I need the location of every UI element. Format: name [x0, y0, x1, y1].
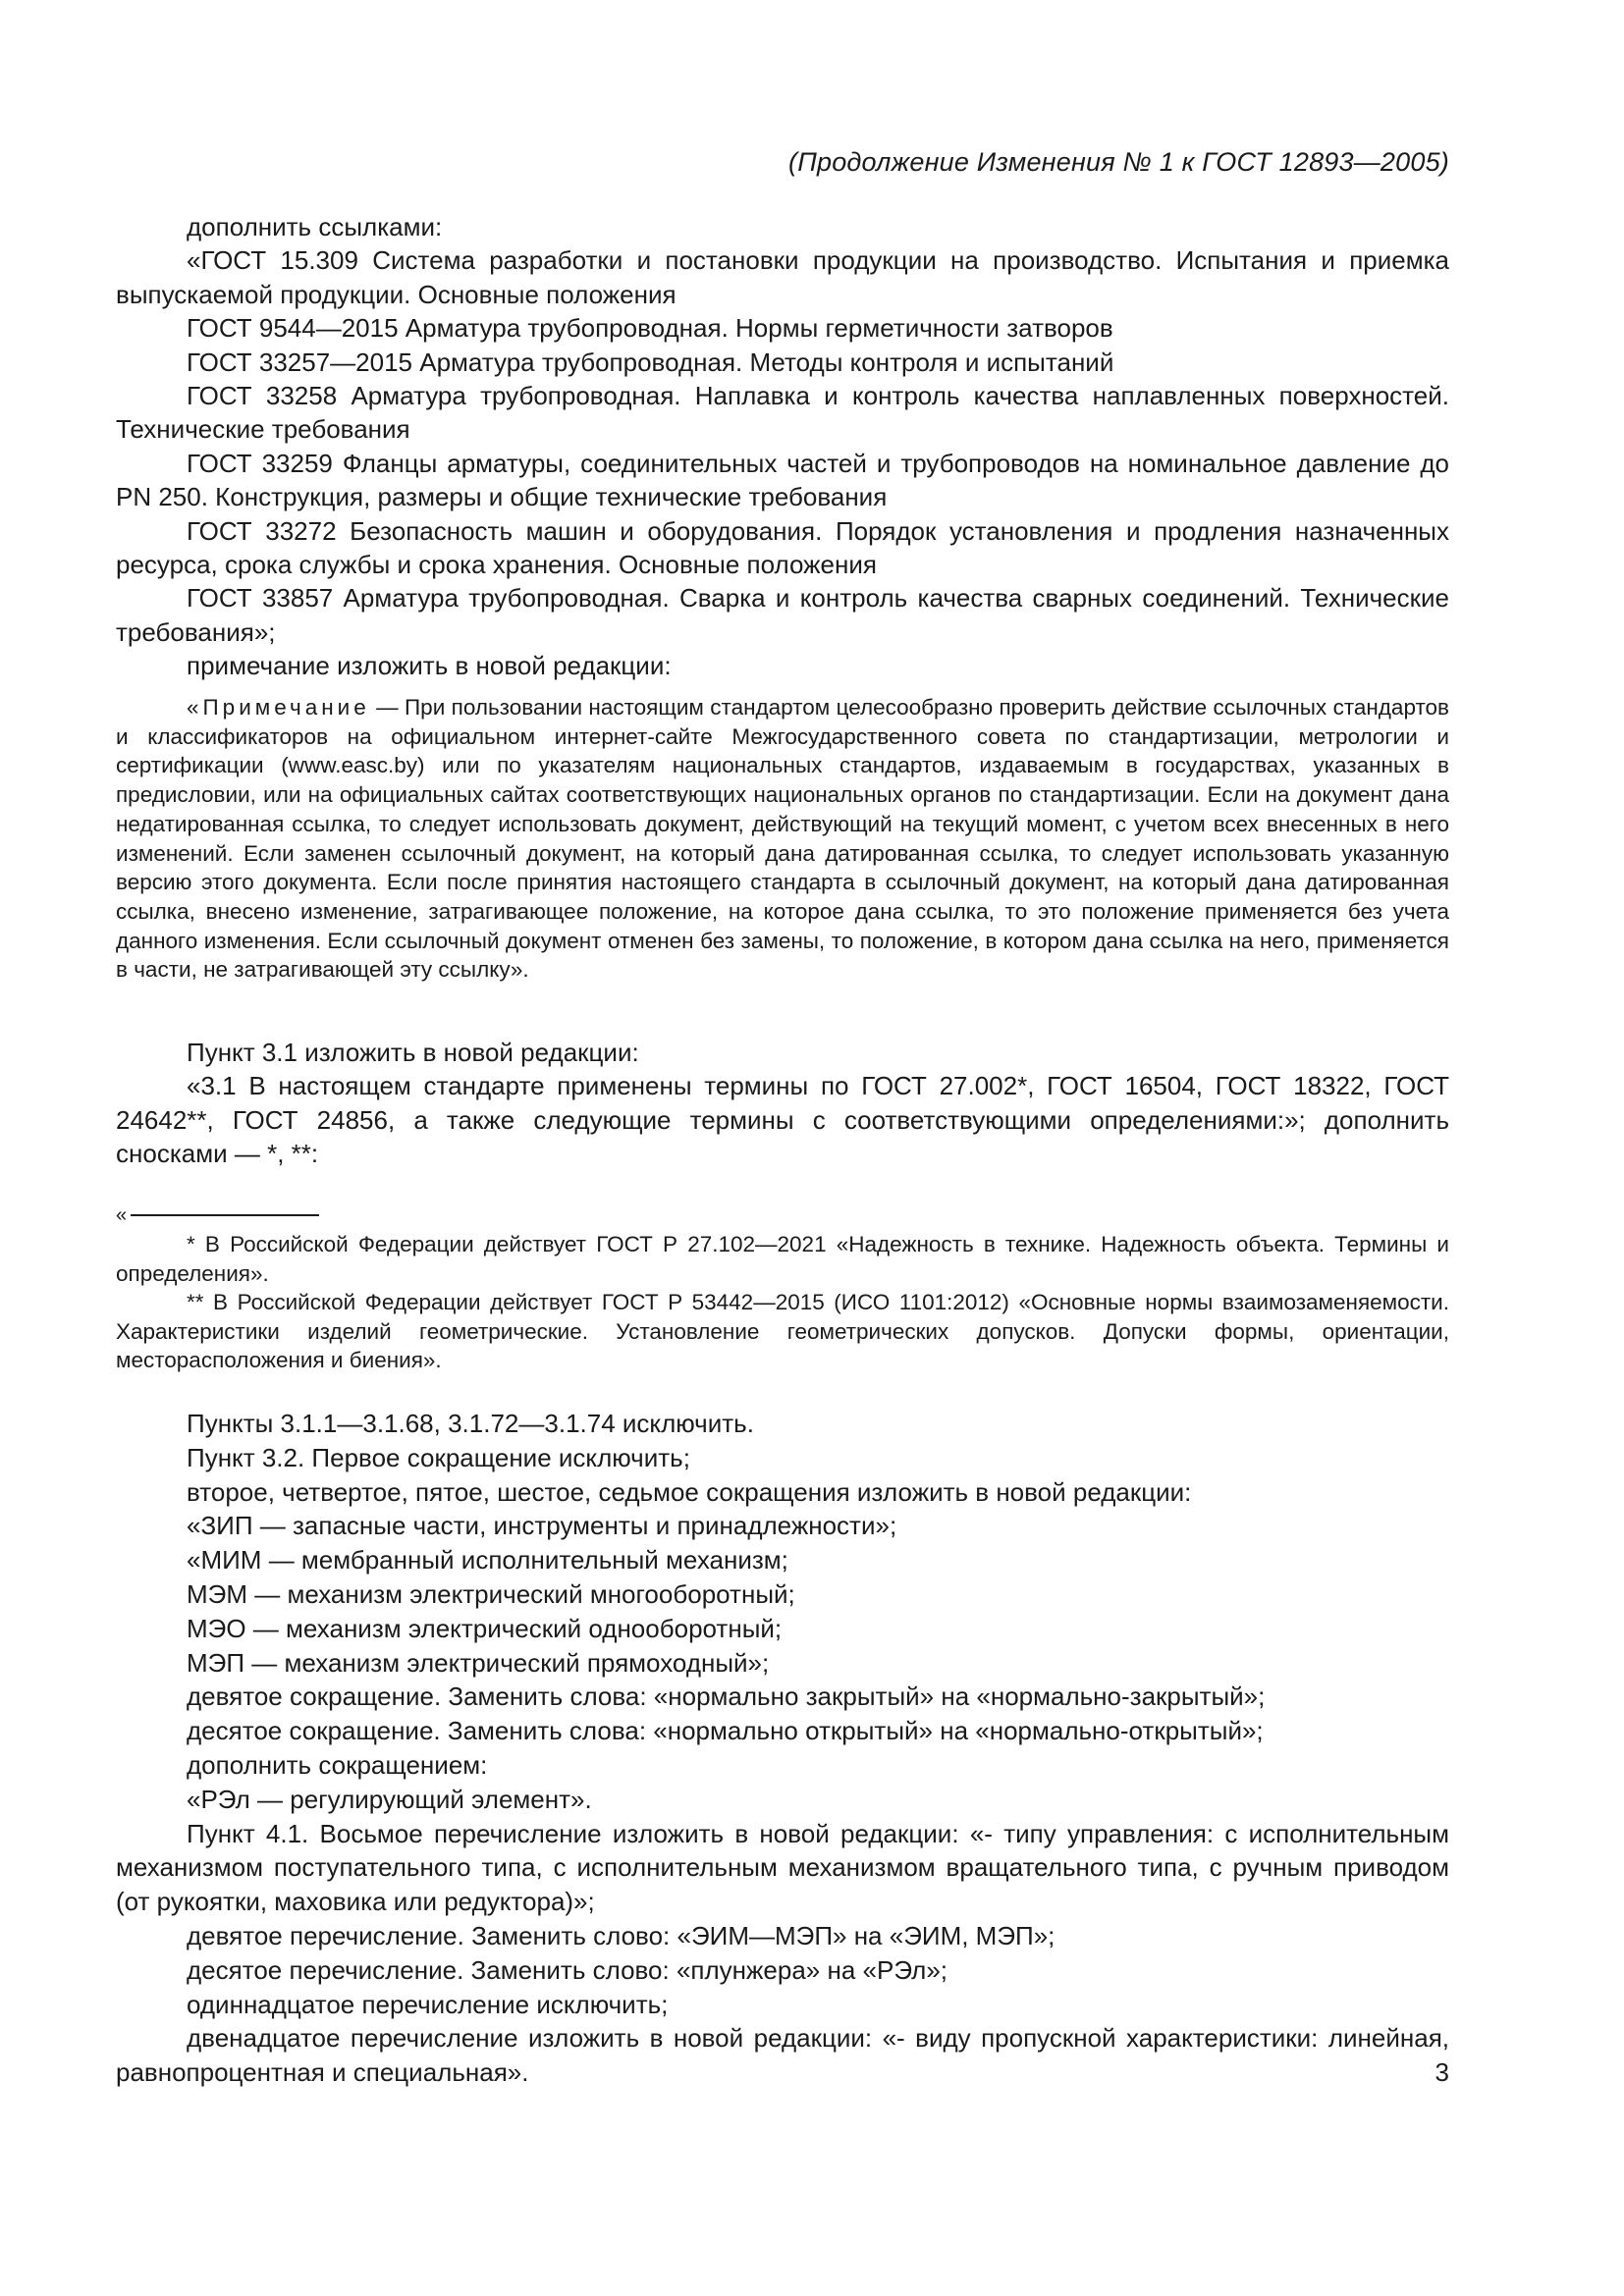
paragraph: двенадцатое перечисление изложить в новой редакции: «- виду пропускной характеристики: линейная, равнопроцентная и специальная». — [116, 2023, 1449, 2088]
paragraph: десятое перечисление. Заменить слово: «плунжера» на «РЭл»; — [187, 1954, 948, 1985]
paragraph: МЭП — механизм электрический прямоходный»; — [187, 1647, 770, 1678]
paragraph: ГОСТ 33857 Арматура трубопроводная. Сварка и контроль качества сварных соединений. Технические требования»; — [116, 583, 1449, 647]
paragraph: ГОСТ 33272 Безопасность машин и оборудования. Порядок установления и продления назначенных ресурса, срока службы и срока хранения. Основные положения — [116, 515, 1449, 580]
footnote: ** В Российской Федерации действует ГОСТ Р 53442—2015 (ИСО 1101:2012) «Основные нормы взаимозаменяемости. Характеристики изделий геометрические. Установление геометрических допусков. Допуски формы, ориентации, месторасположения и биения». — [116, 1290, 1449, 1373]
paragraph: «3.1 В настоящем стандарте применены термины по ГОСТ 27.002*, ГОСТ 16504, ГОСТ 18322, ГОСТ 24642**, ГОСТ 24856, а также следующие термины с соответствующими определениями:»; дополнить сносками — *, **: — [116, 1071, 1449, 1169]
paragraph: МЭО — механизм электрический однооборотный; — [187, 1613, 783, 1643]
note-label: «Примечание — [187, 695, 370, 720]
paragraph: ГОСТ 33258 Арматура трубопроводная. Наплавка и контроль качества наплавленных поверхностей. Технические требования — [116, 381, 1449, 445]
paragraph: МЭМ — механизм электрический многооборотный; — [187, 1578, 795, 1609]
footnotes — [116, 1230, 1449, 1375]
page-header: (Продолжение Изменения № 1 к ГОСТ 12893—2005) — [788, 147, 1449, 177]
paragraph: ГОСТ 33259 Фланцы арматуры, соединительных частей и трубопроводов на номинальное давление до PN 250. Конструкция, размеры и общие технические требования — [116, 448, 1449, 512]
paragraph: ГОСТ 9544—2015 Арматура трубопроводная. Нормы герметичности затворов — [187, 313, 1113, 344]
paragraph: Пункты 3.1.1—3.1.68, 3.1.72—3.1.74 исключить. — [187, 1409, 754, 1438]
paragraph: девятое сокращение. Заменить слова: «нормально закрытый» на «нормально-закрытый»; — [187, 1682, 1266, 1712]
paragraph: «МИМ — мембранный исполнительный механизм; — [187, 1545, 788, 1575]
note-paragraph — [116, 693, 1449, 985]
note-block — [116, 693, 1449, 985]
paragraph: «РЭл — регулирующий элемент». — [187, 1784, 592, 1814]
paragraph: Пункт 3.1 изложить в новой редакции: — [187, 1038, 639, 1067]
note-text: — При пользовании настоящим стандартом целесообразно проверить действие ссылочных стандартов и классификаторов на официальном интернет-сайте Межгосударственного совета по стандартизации, метрологии и сертификации (www.easc.by) или по указателям национальных стандартов, издаваемым в государствах, указанных в предисловии, или на официальных сайтах соответствующих национальных органов по стандартизации. Если на документ дана недатированная ссылка, то следует использовать документ, действующий на текущий момент, с учетом всех внесенных в него изменений. Если заменен ссылочный документ, на который дана датированная ссылка, то следует использовать указанную версию этого документа. Если после принятия настоящего стандарта в ссылочный документ, на который дана датированная ссылка, внесено изменение, затрагивающее положение, на которое дана ссылка, то это положение применяется без учета данного изменения. Если ссылочный документ отменен без замены, то положение, в котором дана ссылка на него, применяется в части, не затрагивающей эту ссылку». — [116, 695, 1449, 983]
paragraph: одиннадцатое перечисление исключить; — [187, 1989, 669, 2019]
references-section — [116, 210, 1449, 683]
paragraph: второе, четвертое, пятое, шестое, седьмое сокращения изложить в новой редакции: — [187, 1476, 1192, 1507]
paragraph: примечание изложить в новой редакции: — [187, 651, 672, 681]
paragraph: ГОСТ 33257—2015 Арматура трубопроводная. Методы контроля и испытаний — [187, 347, 1114, 377]
paragraph: Пункт 3.2. Первое сокращение исключить; — [187, 1442, 690, 1472]
paragraph: дополнить ссылками: — [187, 212, 443, 241]
footnote-divider — [131, 1214, 319, 1216]
paragraph: девятое перечисление. Заменить слово: «ЭИМ—МЭП» на «ЭИМ, МЭП»; — [187, 1920, 1056, 1950]
paragraph: десятое сокращение. Заменить слова: «нормально открытый» на «нормально-открытый»; — [187, 1716, 1264, 1746]
paragraph: дополнить сокращением: — [187, 1749, 488, 1780]
paragraph: Пункт 4.1. Восьмое перечисление изложить в новой редакции: «- типу управления: с исполнительным механизмом поступательного типа, с исполнительным механизмом вращательного типа, с ручным приводом (от рукоятки, маховика или редуктора)»; — [116, 1818, 1449, 1917]
footnote: * В Российской Федерации действует ГОСТ Р 27.102—2021 «Надежность в технике. Надежность объекта. Термины и определения». — [116, 1232, 1449, 1286]
terms-section — [116, 1036, 1449, 1171]
abbreviations-section — [116, 1407, 1449, 2090]
paragraph: «ГОСТ 15.309 Система разработки и постановки продукции на производство. Испытания и приемка выпускаемой продукции. Основные положения — [116, 245, 1449, 309]
paragraph: «ЗИП — запасные части, инструменты и принадлежности»; — [187, 1511, 897, 1541]
footnote-quote-mark: « — [116, 1204, 128, 1226]
page-number: 3 — [1435, 2057, 1449, 2087]
